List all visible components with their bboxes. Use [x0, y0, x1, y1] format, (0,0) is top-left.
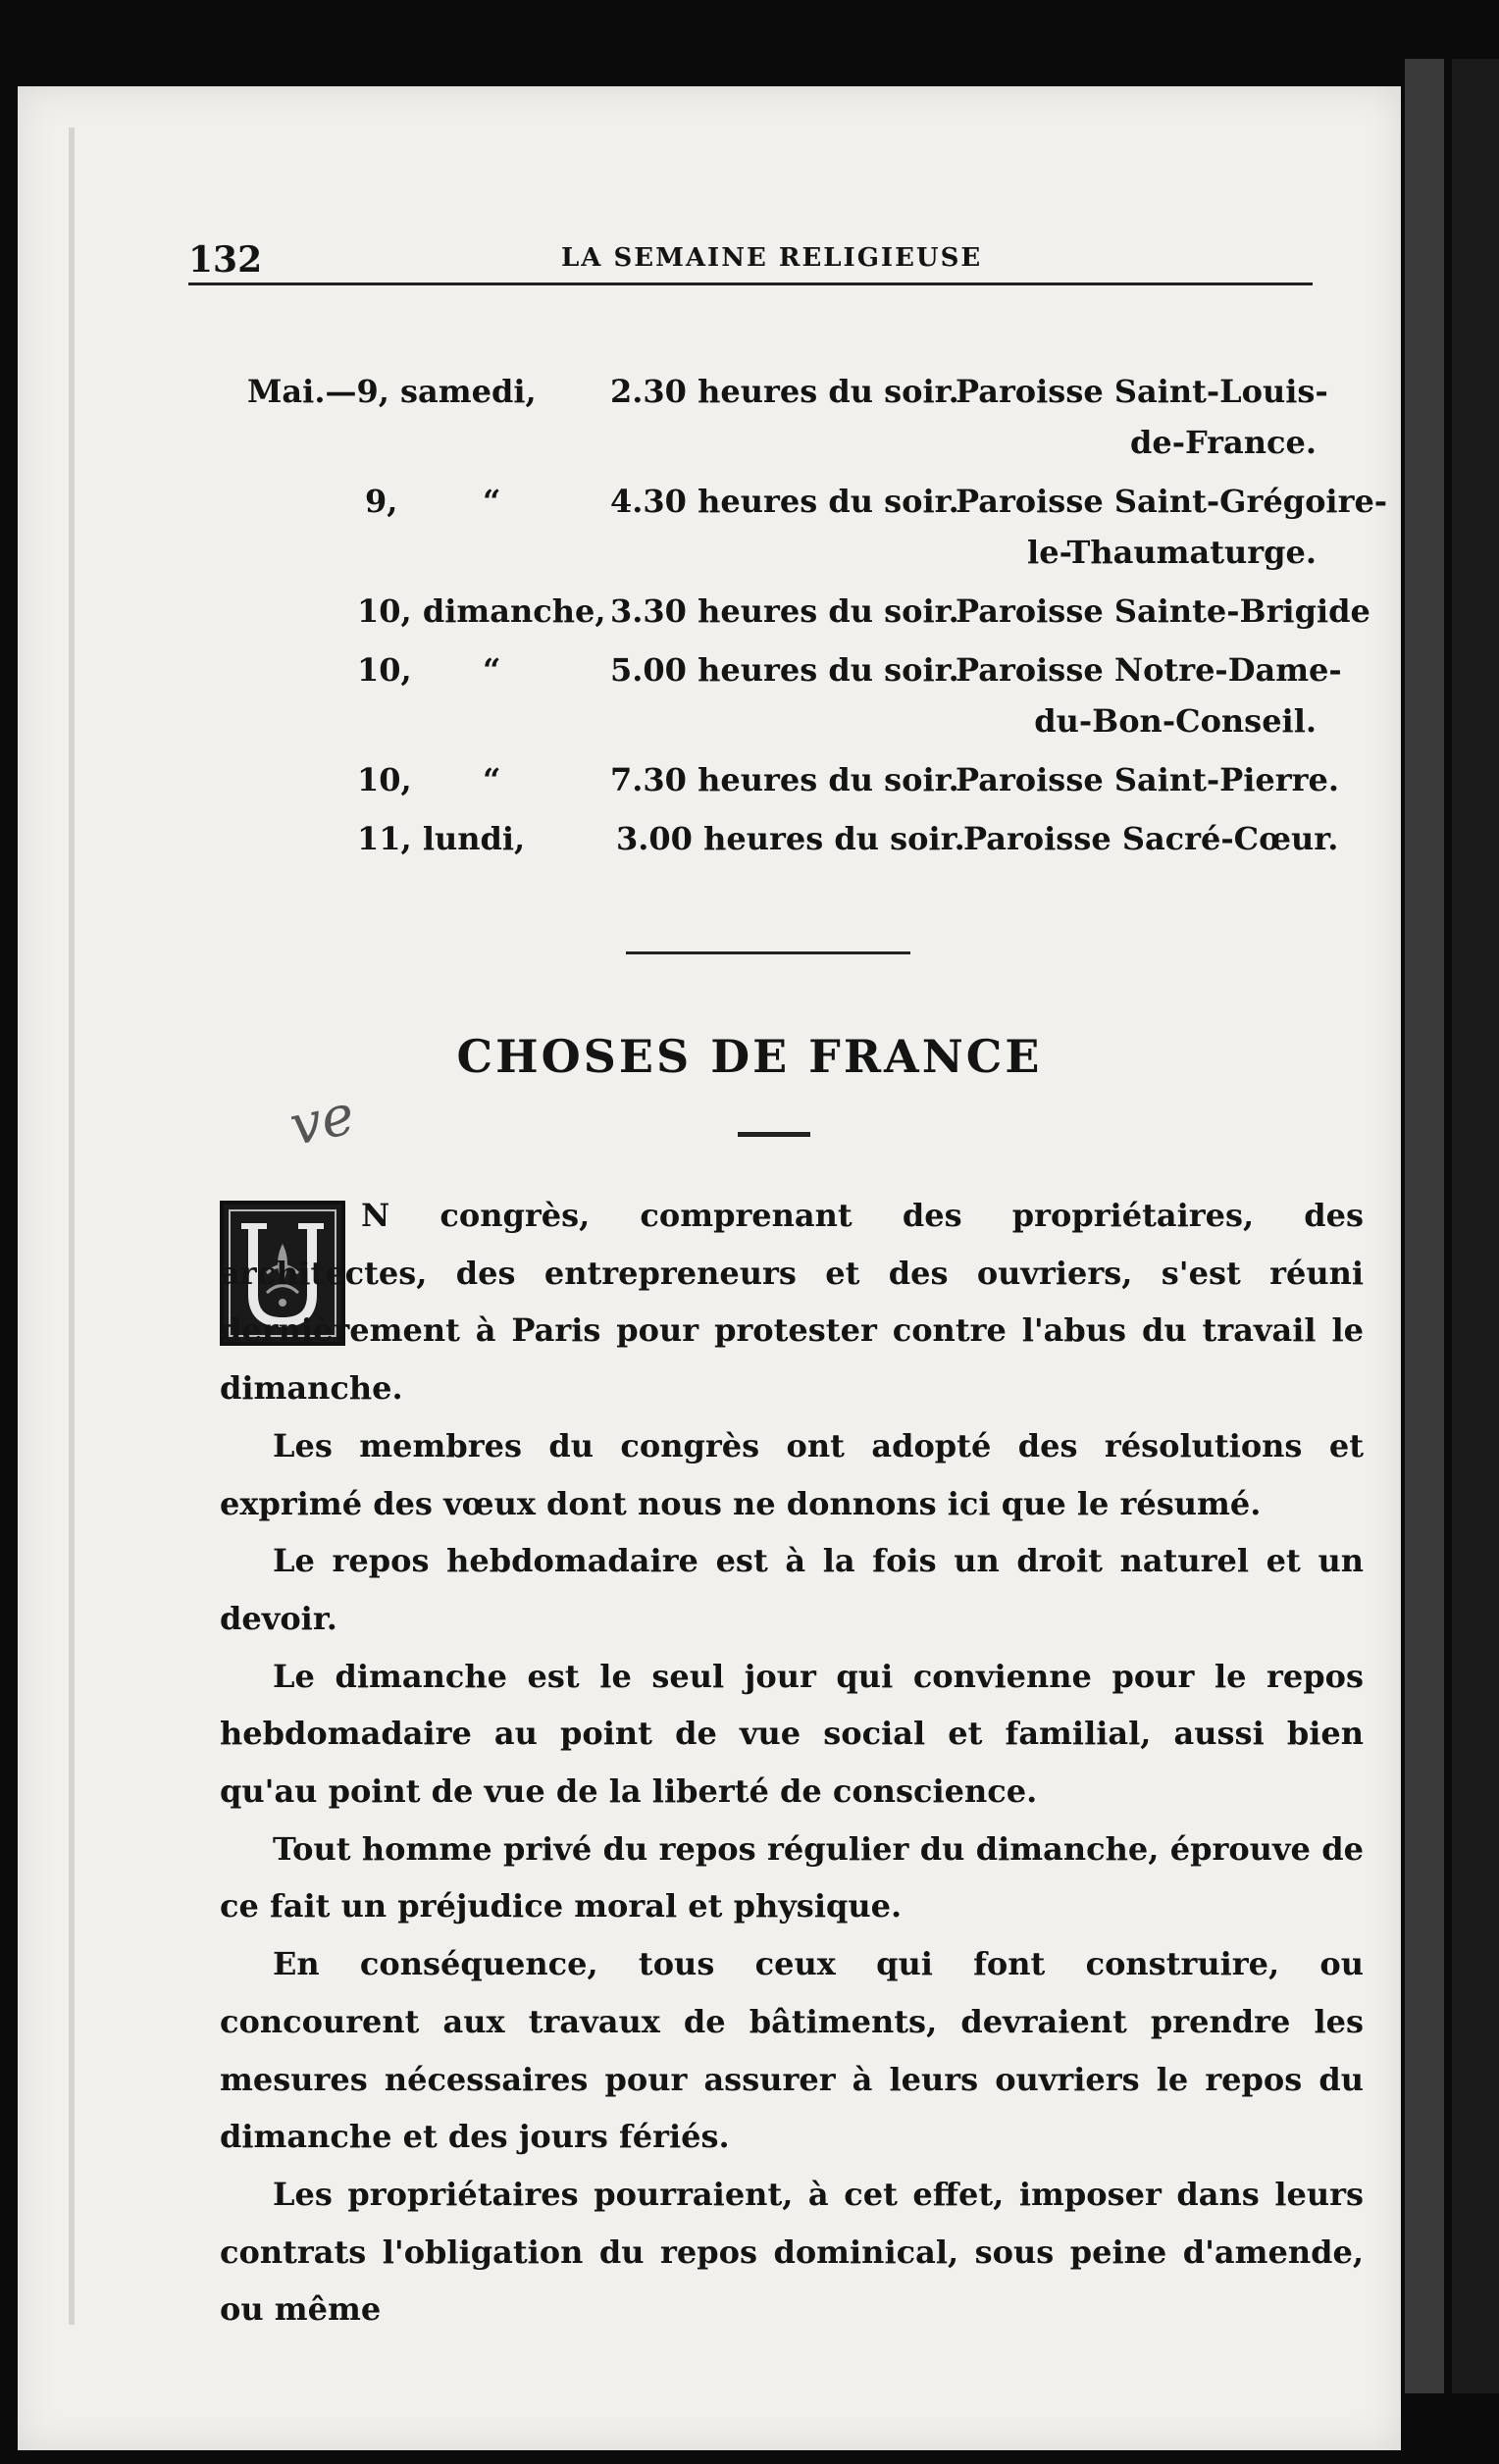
adjacent-page-edge — [1405, 59, 1444, 2393]
schedule-time: 7.30 heures du soir. — [610, 761, 959, 798]
schedule-row — [188, 373, 1328, 483]
schedule-parish: Paroisse Saint-Louis- — [956, 373, 1328, 410]
ditto-mark: “ — [483, 761, 501, 798]
ditto-mark: “ — [483, 483, 501, 520]
section-title: CHOSES DE FRANCE — [456, 1030, 1043, 1083]
header-rule — [188, 282, 1313, 285]
schedule-date: 11, lundi, — [357, 820, 526, 857]
article-paragraph: Les propriétaires pourraient, à cet effet, imposer dans leurs contrats l'obligation du repos dominical, sous peine d'amende, ou même — [220, 2175, 1364, 2329]
schedule-date: 10, — [357, 651, 412, 689]
schedule-time: 4.30 heures du soir. — [610, 483, 959, 520]
handwritten-margin-mark: ve — [284, 1082, 360, 1159]
schedule-time: 3.00 heures du soir. — [616, 820, 965, 857]
schedule-parish: Paroisse Sainte-Brigide — [956, 592, 1370, 630]
page-fold-shadow — [69, 128, 75, 2325]
scanner-background — [1452, 59, 1499, 2393]
schedule-time: 2.30 heures du soir. — [610, 373, 959, 410]
article-paragraph: Le repos hebdomadaire est à la fois un droit naturel et un devoir. — [220, 1542, 1364, 1637]
article-paragraph: En conséquence, tous ceux qui font construire, ou concourent aux travaux de bâtiments, devraient prendre les mesures nécessaires pour assurer à leurs ouvriers le repos du dimanche et des jours fériés. — [220, 1945, 1364, 2156]
article-paragraph: Le dimanche est le seul jour qui convienne pour le repos hebdomadaire au point de vue social et familial, aussi bien qu'au point de vue de la liberté de conscience. — [220, 1657, 1364, 1811]
schedule-date: 10, — [357, 761, 412, 798]
article-body — [220, 1187, 1364, 2338]
schedule-row — [188, 761, 1339, 820]
article-paragraph: Tout homme privé du repos régulier du dimanche, éprouve de ce fait un préjudice moral et physique. — [220, 1829, 1364, 1925]
schedule-date: 10, dimanche, — [357, 592, 606, 630]
section-divider — [626, 951, 910, 954]
schedule-date: 9, — [365, 483, 398, 520]
schedule-time: 3.30 heures du soir. — [610, 592, 959, 630]
schedule-row — [188, 483, 1388, 592]
ditto-mark: “ — [483, 651, 501, 689]
schedule-row — [188, 651, 1342, 761]
article-paragraph: Les membres du congrès ont adopté des résolutions et exprimé des vœux dont nous ne donnons ici que le résumé. — [220, 1426, 1364, 1522]
schedule-list — [188, 373, 1388, 879]
page-number: 132 — [188, 239, 263, 281]
article-paragraph: N congrès, comprenant des propriétaires, des architectes, des entrepreneurs et des ouvriers, s'est réuni dernièrement à Paris pour protester contre l'abus du travail le dimanche. — [220, 1197, 1364, 1408]
schedule-date: Mai.—9, samedi, — [247, 373, 537, 410]
schedule-parish: Paroisse Sacré-Cœur. — [963, 820, 1339, 857]
schedule-parish: Paroisse Saint-Pierre. — [956, 761, 1339, 798]
page-header — [188, 220, 1313, 279]
schedule-time: 5.00 heures du soir. — [610, 651, 959, 689]
schedule-parish-continued: le-Thaumaturge. — [1027, 534, 1317, 571]
schedule-parish-continued: de-France. — [1129, 424, 1317, 461]
schedule-parish: Paroisse Saint-Grégoire- — [956, 483, 1388, 520]
schedule-row — [188, 820, 1339, 879]
schedule-row — [188, 592, 1370, 651]
title-underline — [738, 1132, 810, 1137]
schedule-parish: Paroisse Notre-Dame- — [956, 651, 1342, 689]
running-title: LA SEMAINE RELIGIEUSE — [561, 243, 983, 273]
schedule-parish-continued: du-Bon-Conseil. — [1034, 702, 1317, 740]
